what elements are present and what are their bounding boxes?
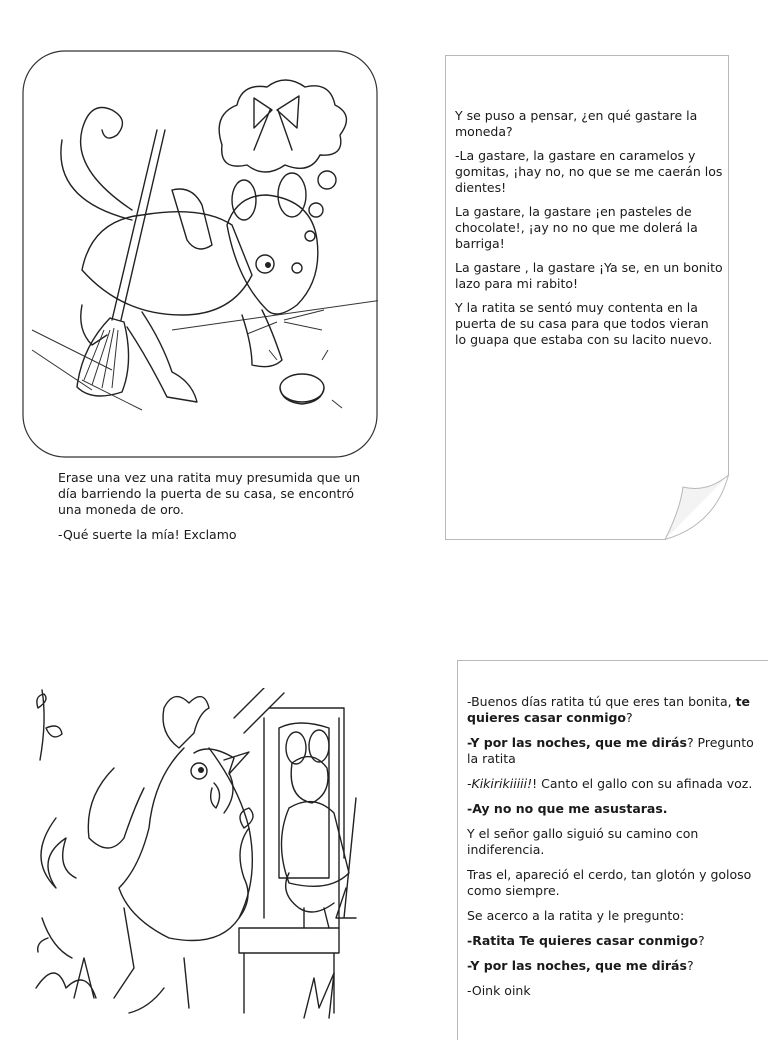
dialogue-line-3: -Kikirikiiiii!! Canto el gallo con su afinada voz. [467, 776, 753, 791]
dialogue-line-6: Tras el, apareció el cerdo, tan glotón y goloso como siempre. [467, 867, 752, 898]
dialogue-line-8: -Ratita Te quieres casar conmigo? [467, 933, 705, 948]
dialogue-line-10: -Oink oink [467, 983, 531, 998]
note-paragraph-3: La gastare, la gastare ¡en pasteles de chocolate!, ¡ay no no que me dolerá la barriga! [455, 204, 698, 251]
note-paragraph-2: -La gastare, la gastare en caramelos y gomitas, ¡hay no, no que se me caerán los dientes! [455, 148, 723, 195]
note-paragraph-5: Y la ratita se sentó muy contenta en la puerta de su casa para que todos vieran lo guapa que estaba con su lacito nuevo. [455, 300, 713, 347]
dialogue-line-7: Se acerco a la ratita y le pregunto: [467, 908, 685, 923]
caption-paragraph-1: Erase una vez una ratita muy presumida que un día barriendo la puerta de su casa, se encontró una moneda de oro. [58, 470, 361, 517]
dialogue-line-1: -Buenos días ratita tú que eres tan bonita, te quieres casar conmigo? [467, 694, 751, 725]
page2-dialogue [467, 694, 762, 1008]
rooster-and-mouse-illustration [34, 688, 380, 1024]
dialogue-line-4: -Ay no no que me asustaras. [467, 801, 668, 816]
dialogue-line-9: -Y por las noches, que me dirás? [467, 958, 694, 973]
mouse-sweeping-illustration [22, 50, 378, 458]
page1-note [455, 108, 723, 356]
page1-caption [58, 470, 368, 552]
dialogue-line-2: -Y por las noches, que me dirás? Pregunto la ratita [467, 735, 754, 766]
caption-paragraph-2: -Qué suerte la mía! Exclamo [58, 527, 237, 542]
note-paragraph-1: Y se puso a pensar, ¿en qué gastare la moneda? [455, 108, 698, 139]
note-paragraph-4: La gastare , la gastare ¡Ya se, en un bonito lazo para mi rabito! [455, 260, 723, 291]
dialogue-line-5: Y el señor gallo siguió su camino con indiferencia. [467, 826, 699, 857]
